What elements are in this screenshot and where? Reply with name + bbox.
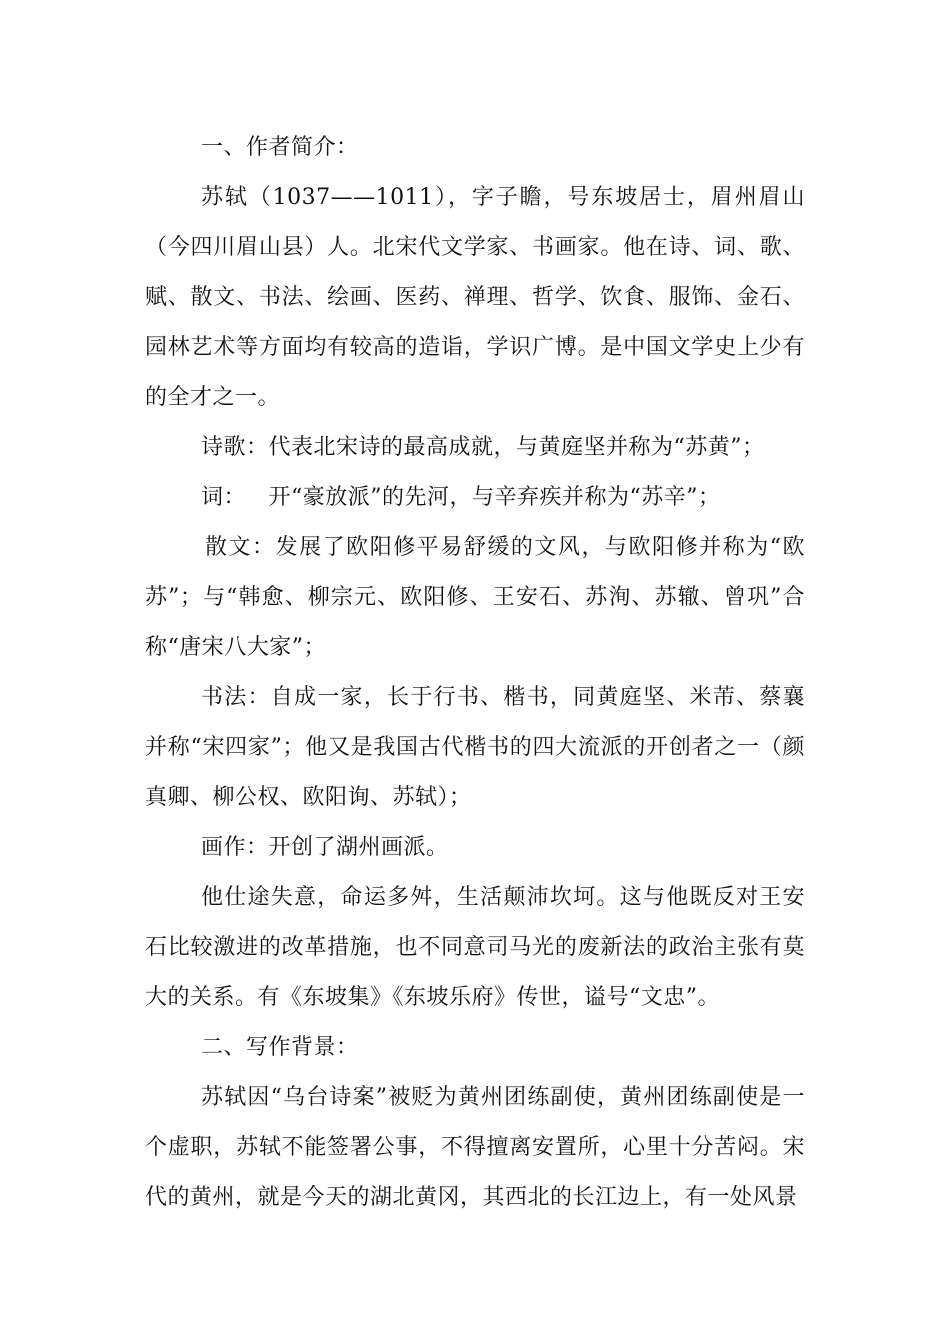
background-paragraph: 苏轼因“乌台诗案”被贬为黄州团练副使，黄州团练副使是一个虚职，苏轼不能签署公事，不得擅离安置所，心里十分苦闷。宋代的黄州，就是今天的湖北黄冈，其西北的长江边上，有一处风景 [145, 1085, 805, 1210]
section-heading-background: 二、写作背景： [201, 1035, 359, 1060]
document-page [145, 123, 805, 1223]
poetry-paragraph: 诗歌：代表北宋诗的最高成就，与黄庭坚并称为“苏黄”； [201, 435, 765, 460]
calligraphy-paragraph: 书法：自成一家，长于行书、楷书，同黄庭坚、米芾、蔡襄并称“宋四家”；他又是我国古代楷书的四大流派的开创者之一（颜真卿、柳公权、欧阳询、苏轼）； [145, 685, 805, 810]
painting-paragraph: 画作：开创了湖州画派。 [201, 835, 449, 860]
prose-paragraph: 散文：发展了欧阳修平易舒缓的文风，与欧阳修并称为“欧苏”；与“韩愈、柳宗元、欧阳修、王安石、苏洵、苏辙、曾巩”合称“唐宋八大家”； [145, 535, 805, 660]
ci-paragraph: 词： 开“豪放派”的先河，与辛弃疾并称为“苏辛”； [201, 485, 721, 510]
author-bio-paragraph: 苏轼（1037——1011），字子瞻，号东坡居士，眉州眉山（今四川眉山县）人。北宋代文学家、书画家。他在诗、词、歌、赋、散文、书法、绘画、医药、禅理、哲学、饮食、服饰、金石、园林艺术等方面均有较高的造诣，学识广博。是中国文学史上少有的全才之一。 [145, 185, 805, 410]
section-heading-author: 一、作者简介： [201, 135, 359, 160]
career-paragraph: 他仕途失意，命运多舛，生活颠沛坎坷。这与他既反对王安石比较激进的改革措施，也不同意司马光的废新法的政治主张有莫大的关系。有《东坡集》《东坡乐府》传世，谥号“文忠”。 [145, 885, 805, 1010]
